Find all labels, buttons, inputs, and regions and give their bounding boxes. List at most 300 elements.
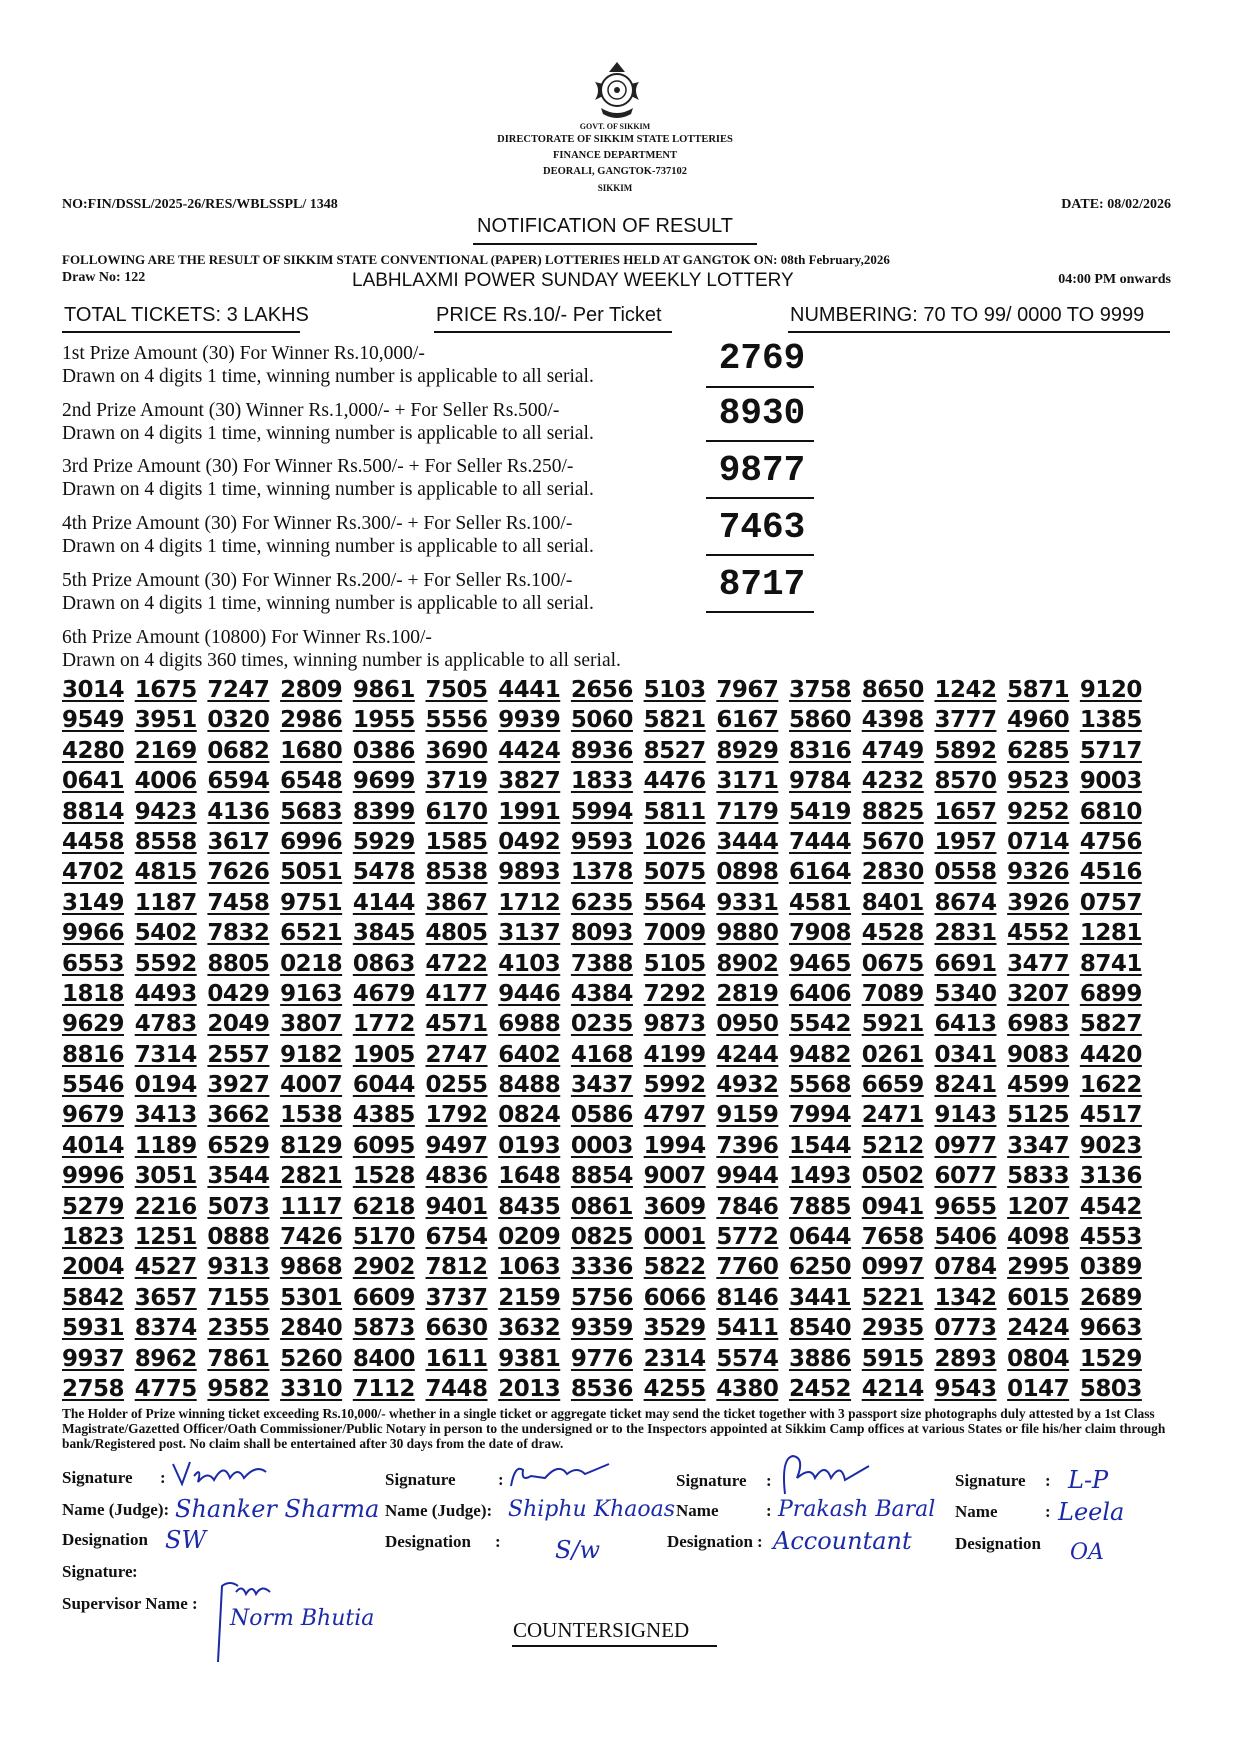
winning-number-row <box>62 767 1142 797</box>
sikkim-emblem-icon <box>587 60 647 124</box>
winning-number: 5060 <box>570 707 633 734</box>
winning-number: 4571 <box>425 1011 488 1038</box>
winning-number: 4797 <box>643 1102 706 1129</box>
prize-4-line1: 4th Prize Amount (30) For Winner Rs.300/- + For Seller Rs.100/- <box>62 513 573 534</box>
winning-number: 9331 <box>716 889 779 916</box>
winning-number: 1823 <box>62 1224 125 1251</box>
winning-number: 9482 <box>789 1041 852 1068</box>
winning-number: 8374 <box>134 1315 197 1342</box>
winning-number: 9446 <box>498 980 561 1007</box>
winning-number: 0861 <box>570 1193 633 1220</box>
winning-number-row <box>62 706 1142 736</box>
ticket-numbering: NUMBERING: 70 TO 99/ 0000 TO 9999 <box>790 304 1145 326</box>
winning-number: 6691 <box>934 950 997 977</box>
winning-number: 4014 <box>62 1132 125 1159</box>
claim-notice: The Holder of Prize winning ticket exceeding Rs.10,000/- whether in a single ticket or aggregate ticket may send the ticket together with 3 passport size photographs duly attested by a 1st Class Magistrate/Gazetted Officer/Oath Commissioner/Public Notary in person to the undersigned or to the Inspectors appointed at Sikkim Camp offices at various States or file his/her claim through bank/Registered post. No claim shall be entertained after 30 days from the date of draw. <box>62 1406 1166 1451</box>
winning-number: 1493 <box>789 1163 852 1190</box>
winning-number: 6553 <box>62 950 125 977</box>
winning-number: 0641 <box>62 768 125 795</box>
emblem-caption: GOVT. OF SIKKIM <box>579 122 651 131</box>
winning-number: 6659 <box>861 1072 924 1099</box>
accountant-signature-label: Signature <box>676 1471 747 1490</box>
winning-number: 2821 <box>280 1163 343 1190</box>
winning-number: 4805 <box>425 920 488 947</box>
winning-number: 5915 <box>861 1345 924 1372</box>
winning-number: 1680 <box>280 737 343 764</box>
winning-number: 6170 <box>425 798 488 825</box>
winning-number: 4527 <box>134 1254 197 1281</box>
winning-number: 4385 <box>352 1102 415 1129</box>
prize-1-line1: 1st Prize Amount (30) For Winner Rs.10,000/- <box>62 343 425 364</box>
winning-number: 7861 <box>207 1345 270 1372</box>
oa-signature-handwritten: L-P <box>1068 1466 1109 1494</box>
judge1-designation-label: Designation <box>62 1530 148 1549</box>
winning-number: 9326 <box>1007 859 1070 886</box>
winning-number: 3662 <box>207 1102 270 1129</box>
winning-number: 7658 <box>861 1224 924 1251</box>
prize-3-number: 9877 <box>718 450 806 491</box>
winning-number: 9996 <box>62 1163 125 1190</box>
winning-number: 8825 <box>861 798 924 825</box>
supervisor-name-handwritten: Norm Bhutia <box>230 1606 375 1631</box>
winning-number-row <box>62 737 1142 767</box>
winning-number: 9549 <box>62 707 125 734</box>
winning-number-row <box>62 1071 1142 1101</box>
judge1-signature <box>168 1458 278 1492</box>
winning-number: 9679 <box>62 1102 125 1129</box>
winning-number: 2452 <box>789 1375 852 1402</box>
winning-number: 7155 <box>207 1284 270 1311</box>
winning-number: 5051 <box>280 859 343 886</box>
winning-number: 1585 <box>425 828 488 855</box>
winning-number: 4280 <box>62 737 125 764</box>
winning-number: 3926 <box>1007 889 1070 916</box>
winning-number: 8962 <box>134 1345 197 1372</box>
winning-number: 4552 <box>1007 920 1070 947</box>
prize-3-line1: 3rd Prize Amount (30) For Winner Rs.500/- + For Seller Rs.250/- <box>62 456 574 477</box>
judge2-signature-colon: : <box>498 1470 504 1489</box>
winning-number: 3886 <box>789 1345 852 1372</box>
winning-number: 4722 <box>425 950 488 977</box>
winning-number: 5105 <box>643 950 706 977</box>
page-title: NOTIFICATION OF RESULT <box>477 215 733 237</box>
winning-number-row <box>62 1284 1142 1314</box>
winning-number: 8816 <box>62 1041 125 1068</box>
winning-number: 5929 <box>352 828 415 855</box>
winning-number: 8902 <box>716 950 779 977</box>
winning-number: 4960 <box>1007 707 1070 734</box>
winning-number: 1772 <box>352 1011 415 1038</box>
prize-4-number: 7463 <box>718 507 806 548</box>
winning-number: 1994 <box>643 1132 706 1159</box>
judge1-signature-colon: : <box>160 1468 166 1487</box>
winning-number: 8650 <box>861 677 924 703</box>
winning-number: 4006 <box>134 768 197 795</box>
winning-number: 7426 <box>280 1224 343 1251</box>
winning-number: 2557 <box>207 1041 270 1068</box>
winning-number: 8936 <box>570 737 633 764</box>
winning-number: 3690 <box>425 737 488 764</box>
winning-number: 3927 <box>207 1072 270 1099</box>
winning-number: 7247 <box>207 677 270 703</box>
winning-number: 5221 <box>861 1284 924 1311</box>
winning-number: 1622 <box>1079 1072 1142 1099</box>
judge2-name-label: Name (Judge): <box>385 1501 493 1520</box>
winning-number: 0235 <box>570 1011 633 1038</box>
winning-number: 1189 <box>134 1132 197 1159</box>
winning-number: 4542 <box>1079 1193 1142 1220</box>
winning-number: 8570 <box>934 768 997 795</box>
winning-number: 0255 <box>425 1072 488 1099</box>
prize-2-line2: Drawn on 4 digits 1 time, winning number is applicable to all serial. <box>62 423 594 444</box>
accountant-name-colon: : <box>766 1501 772 1520</box>
oa-signature-colon: : <box>1045 1471 1051 1490</box>
winning-number: 9543 <box>934 1375 997 1402</box>
winning-number: 9868 <box>280 1254 343 1281</box>
winning-number: 9939 <box>498 707 561 734</box>
winning-number: 3617 <box>207 828 270 855</box>
winning-number: 6630 <box>425 1315 488 1342</box>
winning-number: 8488 <box>498 1072 561 1099</box>
judge2-designation-handwritten: S/w <box>555 1536 601 1564</box>
winning-number-row <box>62 858 1142 888</box>
winning-number: 6167 <box>716 707 779 734</box>
winning-number: 1544 <box>789 1132 852 1159</box>
prize-1-description <box>62 342 594 388</box>
winning-number: 5931 <box>62 1315 125 1342</box>
winning-number: 1342 <box>934 1284 997 1311</box>
winning-number: 2747 <box>425 1041 488 1068</box>
winning-number: 6250 <box>789 1254 852 1281</box>
winning-number: 9966 <box>62 920 125 947</box>
supervisor-name-label: Supervisor Name : <box>62 1594 198 1613</box>
winning-number: 9629 <box>62 1011 125 1038</box>
winning-number-row <box>62 1193 1142 1223</box>
winning-number: 3171 <box>716 768 779 795</box>
winning-number-row <box>62 980 1142 1010</box>
winning-number-row <box>62 919 1142 949</box>
prize-6-description <box>62 626 621 672</box>
winning-number: 6164 <box>789 859 852 886</box>
winning-number: 7505 <box>425 677 488 703</box>
winning-number: 1957 <box>934 828 997 855</box>
judge2-signature <box>505 1456 615 1496</box>
winning-number: 1905 <box>352 1041 415 1068</box>
winning-number: 4702 <box>62 859 125 886</box>
accountant-designation-label: Designation <box>667 1532 753 1551</box>
winning-number: 5073 <box>207 1193 270 1220</box>
winning-number: 2159 <box>498 1284 561 1311</box>
winning-number: 7994 <box>789 1102 852 1129</box>
winning-number-row <box>62 1041 1142 1071</box>
winning-number: 8527 <box>643 737 706 764</box>
supervisor-signature-colon: : <box>132 1562 138 1581</box>
prize-5-line1: 5th Prize Amount (30) For Winner Rs.200/- + For Seller Rs.100/- <box>62 570 573 591</box>
winning-number: 1117 <box>280 1193 343 1220</box>
winning-number: 5994 <box>570 798 633 825</box>
winning-number: 2995 <box>1007 1254 1070 1281</box>
winning-number: 2013 <box>498 1375 561 1402</box>
prize-1-number: 2769 <box>718 338 806 379</box>
prize-4-line2: Drawn on 4 digits 1 time, winning number is applicable to all serial. <box>62 536 594 557</box>
winning-number: 5556 <box>425 707 488 734</box>
winning-number: 9159 <box>716 1102 779 1129</box>
winning-number: 0429 <box>207 980 270 1007</box>
winning-number: 6594 <box>207 768 270 795</box>
winning-number: 9699 <box>352 768 415 795</box>
winning-number: 1187 <box>134 889 197 916</box>
winning-number: 0558 <box>934 859 997 886</box>
prize-2-underline <box>706 440 814 442</box>
winning-number: 8400 <box>352 1345 415 1372</box>
winning-number: 5419 <box>789 798 852 825</box>
ticket-price-underline <box>434 331 672 333</box>
winning-number: 4516 <box>1079 859 1142 886</box>
winning-number: 5860 <box>789 707 852 734</box>
winning-number: 6988 <box>498 1011 561 1038</box>
winning-number: 8854 <box>570 1163 633 1190</box>
winning-number: 4581 <box>789 889 852 916</box>
winning-number: 7846 <box>716 1193 779 1220</box>
winning-number: 3336 <box>570 1254 633 1281</box>
winning-number: 2424 <box>1007 1315 1070 1342</box>
winning-number: 5478 <box>352 859 415 886</box>
winning-number: 4476 <box>643 768 706 795</box>
winning-number: 9007 <box>643 1163 706 1190</box>
prize-3-underline <box>706 497 814 499</box>
winning-number-row <box>62 1010 1142 1040</box>
winning-number: 9023 <box>1079 1132 1142 1159</box>
winning-number: 9143 <box>934 1102 997 1129</box>
winning-number: 6066 <box>643 1284 706 1311</box>
winning-number: 3719 <box>425 768 488 795</box>
winning-number: 4424 <box>498 737 561 764</box>
winning-number: 4517 <box>1079 1102 1142 1129</box>
winning-number: 5871 <box>1007 677 1070 703</box>
winning-number: 5546 <box>62 1072 125 1099</box>
oa-name-label: Name <box>955 1502 998 1521</box>
winning-number: 5833 <box>1007 1163 1070 1190</box>
winning-number: 1648 <box>498 1163 561 1190</box>
winning-number: 9776 <box>570 1345 633 1372</box>
winning-number: 0193 <box>498 1132 561 1159</box>
winning-number: 6521 <box>280 920 343 947</box>
prize-5-underline <box>706 611 814 613</box>
winning-number: 5301 <box>280 1284 343 1311</box>
draw-number: Draw No: 122 <box>62 270 146 285</box>
winning-number: 6754 <box>425 1224 488 1251</box>
winning-number: 8435 <box>498 1193 561 1220</box>
winning-number: 8540 <box>789 1315 852 1342</box>
winning-number: 7885 <box>789 1193 852 1220</box>
winning-number: 3413 <box>134 1102 197 1129</box>
winning-number: 8093 <box>570 920 633 947</box>
countersigned-label: COUNTERSIGNED <box>513 1618 690 1642</box>
winning-number: 3529 <box>643 1315 706 1342</box>
winning-number: 5822 <box>643 1254 706 1281</box>
judge2-designation-colon: : <box>495 1532 501 1551</box>
header-department: FINANCE DEPARTMENT <box>553 150 677 161</box>
judge2-signature-label: Signature <box>385 1470 456 1489</box>
winning-number: 3347 <box>1007 1132 1070 1159</box>
prize-2-line1: 2nd Prize Amount (30) Winner Rs.1,000/- + For Seller Rs.500/- <box>62 400 560 421</box>
winning-number: 5125 <box>1007 1102 1070 1129</box>
winning-number: 8241 <box>934 1072 997 1099</box>
winning-number: 1528 <box>352 1163 415 1190</box>
header-directorate: DIRECTORATE OF SIKKIM STATE LOTTERIES <box>497 134 733 145</box>
winning-number: 0757 <box>1079 889 1142 916</box>
winning-number: 0977 <box>934 1132 997 1159</box>
winning-number: 7448 <box>425 1375 488 1402</box>
winning-number: 0825 <box>570 1224 633 1251</box>
winning-number: 6983 <box>1007 1011 1070 1038</box>
winning-number: 1063 <box>498 1254 561 1281</box>
accountant-name-label: Name <box>676 1501 719 1520</box>
winning-number: 7179 <box>716 798 779 825</box>
winning-number: 5921 <box>861 1011 924 1038</box>
winning-number: 9523 <box>1007 768 1070 795</box>
winning-number: 3777 <box>934 707 997 734</box>
winning-number: 5842 <box>62 1284 125 1311</box>
winning-number-row <box>62 1132 1142 1162</box>
winning-number: 5260 <box>280 1345 343 1372</box>
winning-number: 0863 <box>352 950 415 977</box>
winning-number: 4836 <box>425 1163 488 1190</box>
winning-number: 2986 <box>280 707 343 734</box>
winning-number: 9401 <box>425 1193 488 1220</box>
notification-date: DATE: 08/02/2026 <box>1061 197 1171 212</box>
prize-3-description <box>62 455 594 501</box>
winning-number: 4177 <box>425 980 488 1007</box>
winning-number-row <box>62 1253 1142 1283</box>
winning-number: 5683 <box>280 798 343 825</box>
winning-number: 1026 <box>643 828 706 855</box>
winning-number: 4932 <box>716 1072 779 1099</box>
winning-number: 5574 <box>716 1345 779 1372</box>
judge1-name-label: Name (Judge): <box>62 1500 170 1519</box>
judge2-designation-label: Designation <box>385 1532 471 1551</box>
winning-number: 2809 <box>280 677 343 703</box>
prize-5-description <box>62 569 594 615</box>
winning-number: 2902 <box>352 1254 415 1281</box>
winning-number: 5992 <box>643 1072 706 1099</box>
winning-number: 3632 <box>498 1315 561 1342</box>
winning-number: 9893 <box>498 859 561 886</box>
winning-number: 8401 <box>861 889 924 916</box>
winning-number: 1675 <box>134 677 197 703</box>
winning-number: 8805 <box>207 950 270 977</box>
winning-number: 4420 <box>1079 1041 1142 1068</box>
winning-number: 0147 <box>1007 1375 1070 1402</box>
winning-number: 2314 <box>643 1345 706 1372</box>
winning-number: 4144 <box>352 889 415 916</box>
winning-number: 1385 <box>1079 707 1142 734</box>
supervisor-signature-label: Signature <box>62 1562 133 1581</box>
winning-number: 5892 <box>934 737 997 764</box>
accountant-signature-colon: : <box>766 1471 772 1490</box>
winning-number: 6015 <box>1007 1284 1070 1311</box>
lottery-name: LABHLAXMI POWER SUNDAY WEEKLY LOTTERY <box>352 270 794 291</box>
prize-6-line1: 6th Prize Amount (10800) For Winner Rs.100/- <box>62 627 432 648</box>
winning-number: 6548 <box>280 768 343 795</box>
winning-number: 0492 <box>498 828 561 855</box>
winning-number: 8538 <box>425 859 488 886</box>
winning-number: 5564 <box>643 889 706 916</box>
winning-number: 9182 <box>280 1041 343 1068</box>
winning-number: 4244 <box>716 1041 779 1068</box>
winning-number: 3014 <box>62 677 125 703</box>
winning-number: 3137 <box>498 920 561 947</box>
winning-number: 7009 <box>643 920 706 947</box>
winning-number: 2935 <box>861 1315 924 1342</box>
judge1-name-handwritten: Shanker Sharma <box>175 1495 380 1523</box>
winning-number: 0341 <box>934 1041 997 1068</box>
winning-number: 7388 <box>570 950 633 977</box>
winning-number: 7626 <box>207 859 270 886</box>
winning-number: 0997 <box>861 1254 924 1281</box>
winning-number: 6406 <box>789 980 852 1007</box>
winning-number: 1251 <box>134 1224 197 1251</box>
winning-number: 8129 <box>280 1132 343 1159</box>
winning-number: 3310 <box>280 1375 343 1402</box>
judge1-signature-label: Signature <box>62 1468 133 1487</box>
winning-number: 5873 <box>352 1315 415 1342</box>
winning-number: 5170 <box>352 1224 415 1251</box>
header-state: SIKKIM <box>597 183 633 193</box>
winning-number: 4493 <box>134 980 197 1007</box>
winning-number: 5411 <box>716 1315 779 1342</box>
winning-number: 9120 <box>1079 677 1142 703</box>
winning-number: 1281 <box>1079 920 1142 947</box>
winning-number: 2831 <box>934 920 997 947</box>
winning-number: 4232 <box>861 768 924 795</box>
winning-number: 0644 <box>789 1224 852 1251</box>
winning-number: 2689 <box>1079 1284 1142 1311</box>
winning-number: 5568 <box>789 1072 852 1099</box>
winning-number: 0824 <box>498 1102 561 1129</box>
winning-number: 9861 <box>352 677 415 703</box>
winning-number: 4098 <box>1007 1224 1070 1251</box>
winning-number: 0003 <box>570 1132 633 1159</box>
winning-number-row <box>62 1345 1142 1375</box>
oa-name-colon: : <box>1045 1502 1051 1521</box>
winning-number-row <box>62 1223 1142 1253</box>
winning-number: 7444 <box>789 828 852 855</box>
winning-number: 6044 <box>352 1072 415 1099</box>
winning-number: 6529 <box>207 1132 270 1159</box>
winning-number: 5811 <box>643 798 706 825</box>
winning-number: 6413 <box>934 1011 997 1038</box>
winning-number: 9423 <box>134 798 197 825</box>
winning-number: 9313 <box>207 1254 270 1281</box>
winning-number: 9582 <box>207 1375 270 1402</box>
winning-number: 0714 <box>1007 828 1070 855</box>
winning-number: 9593 <box>570 828 633 855</box>
winning-number-row <box>62 1101 1142 1131</box>
prize-5-line2: Drawn on 4 digits 1 time, winning number is applicable to all serial. <box>62 593 594 614</box>
winning-number: 8146 <box>716 1284 779 1311</box>
winning-number: 2656 <box>570 677 633 703</box>
winning-number: 3951 <box>134 707 197 734</box>
winning-number: 1833 <box>570 768 633 795</box>
prize-3-line2: Drawn on 4 digits 1 time, winning number is applicable to all serial. <box>62 479 594 500</box>
countersigned-underline <box>512 1645 717 1647</box>
winning-number: 7292 <box>643 980 706 1007</box>
winning-number: 4103 <box>498 950 561 977</box>
winning-number: 3051 <box>134 1163 197 1190</box>
winning-number: 3136 <box>1079 1163 1142 1190</box>
winning-number: 9003 <box>1079 768 1142 795</box>
